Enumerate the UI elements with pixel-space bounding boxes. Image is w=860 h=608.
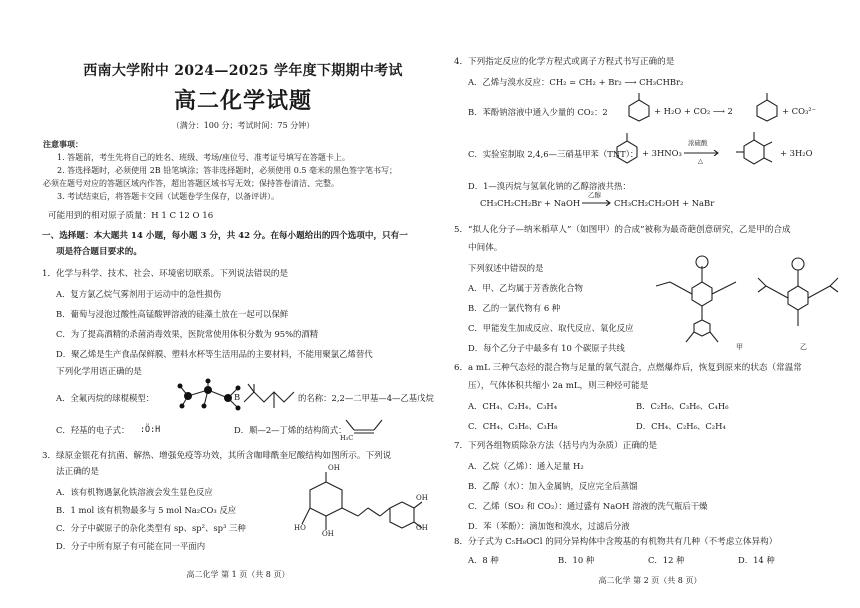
exam-title: 西南大学附中 2024—2025 学年度下期期中考试 <box>83 63 403 79</box>
q4-option-b-lead: B．苯酚钠溶液中通入少量的 CO₂：2 <box>468 107 608 117</box>
q8-option-c: C．12 种 <box>648 555 685 565</box>
q1-option-a: A．复方氯乙烷气雾剂用于运动中的急性损伤 <box>56 289 222 299</box>
figure-jia-label: 甲 <box>736 343 743 351</box>
q2-option-b-name: 的名称：2,2—二甲基—4—乙基戊烷 <box>298 393 434 403</box>
q2-option-a: A．全氟丙烷的球棍模型： <box>56 393 155 403</box>
q5-stem-cont: 中间体。 <box>468 243 503 253</box>
q4-option-b-tail: + H₂O + CO₂ ⟶ 2 <box>654 106 733 116</box>
page-two-footer: 高二化学 第 2 页（共 8 页） <box>598 576 702 585</box>
note-line: 必须在题号对应的答题区域内作答，超出答题区域书写无效；保持答卷清洁、完整。 <box>43 179 339 188</box>
caffeoylquinic-acid-structure <box>284 468 434 550</box>
q4-option-d-eq-left: CH₃CH₂CH₂Br + NaOH <box>480 198 581 208</box>
nanoputian-figures <box>646 252 846 344</box>
skeletal-formula-b <box>242 382 298 410</box>
q7-option-d: D．苯（苯酚）：滴加饱和溴水，过滤后分液 <box>468 521 630 531</box>
q4-option-b-end: + CO₃²⁻ <box>782 106 817 116</box>
q8-option-a: A．8 种 <box>468 555 499 565</box>
q4-option-c-tail: + 3H₂O <box>780 148 813 158</box>
q2-option-c: C．羟基的电子式： <box>56 425 130 435</box>
q7-stem: 7．下列各组物质除杂方法（括号内为杂质）正确的是 <box>454 441 658 451</box>
q2-option-b-label: B <box>234 392 241 402</box>
q4-option-c-lead: C．实验室制取 2,4,6—三硝基甲苯（TNT）： <box>468 149 639 159</box>
q6-option-c: C．CH₄、C₂H₆、C₃H₈ <box>468 421 558 431</box>
q8-option-b: B．10 种 <box>558 555 595 565</box>
q1-stem: 1．化学与科学、技术、社会、环境密切联系。下列说法错误的是 <box>42 269 289 279</box>
q7-option-c: C．乙烯（SO₂ 和 CO₂）：通过盛有 NaOH 溶液的洗气瓶后干燥 <box>468 501 708 511</box>
ch3-label: H₃C <box>340 434 354 442</box>
oh-label: OH <box>416 494 428 502</box>
q3-option-a: A．该有机物遇氯化铁溶液会发生显色反应 <box>56 487 213 497</box>
reaction-condition: 浓硫酸 <box>688 139 708 147</box>
q3-option-b: B．1 mol 该有机物最多与 5 mol Na₂CO₃ 反应 <box>56 505 237 515</box>
q6-option-d: D．CH₄、C₂H₆、C₂H₄ <box>636 421 726 431</box>
figure-yi-label: 乙 <box>800 343 807 351</box>
q7-option-b: B．乙醇（水）：加入金属钠，反应完全后蒸馏 <box>468 481 638 491</box>
q5-option-d: D．每个乙分子中最多有 10 个碳原子共线 <box>468 343 625 353</box>
q5-ask: 下列叙述中错误的是 <box>468 263 544 273</box>
hydroxyl-electron-formula: :Ö:H <box>140 424 161 434</box>
reaction-heat: △ <box>698 157 703 165</box>
toluene-ring <box>614 132 640 164</box>
q4-option-d-condition: 乙醇 <box>588 191 601 199</box>
section-one-heading-cont: 项是符合题目要求的。 <box>56 247 142 257</box>
q6-stem: 6．a mL 三种气态烃的混合物与足量的氧气混合，点燃爆炸后，恢复到原来的状态（常温常 <box>454 363 802 373</box>
section-one-heading: 一、选择题：本大题共 14 小题，每小题 3 分，共 42 分。在每小题给出的四个选项中，只有一 <box>42 231 408 241</box>
q5-option-b: B．乙的一氯代物有 6 种 <box>468 303 561 313</box>
oh-label: OH <box>328 464 340 472</box>
q8-stem: 8．分子式为 C₅H₈OCl 的同分异构体中含羧基的有机物共有几种（不考虑立体异构） <box>454 537 778 547</box>
q2-option-d: D．顺—2—丁烯的结构简式： <box>234 425 347 435</box>
note-line: 3. 考试结束后，将答题卡交回（试题卷学生保存，以备评讲）。 <box>57 192 280 201</box>
phenol-ring <box>754 92 780 122</box>
q1-option-d: D．聚乙烯是生产食品保鲜膜、塑料水杯等生活用品的主要材料，不能用聚氯乙烯替代 <box>56 349 373 359</box>
atomic-masses: 可能用到的相对原子质量：H 1 C 12 O 16 <box>48 211 214 221</box>
q6-option-b: B．C₂H₆、C₃H₆、C₄H₆ <box>636 401 729 411</box>
page-one-footer: 高二化学 第 1 页（共 8 页） <box>186 570 290 579</box>
note-line: 2. 答选择题时，必须使用 2B 铅笔填涂；答非选择题时，必须使用 0.5 毫米的黑色签字笔书写； <box>57 166 398 175</box>
q6-option-a: A．CH₄、C₂H₄、C₃H₄ <box>468 401 558 411</box>
q8-option-d: D．14 种 <box>738 555 775 565</box>
exam-subtitle: 高二化学试题 <box>173 88 312 114</box>
note-line: 1. 答题前，考生先将自己的姓名、班级、考场/座位号、准考证号填写在答题卡上。 <box>57 153 350 162</box>
q2-stem: 下列化学用语正确的是 <box>56 367 142 377</box>
q4-option-d-eq-right: CH₃CH₂CH₂OH + NaBr <box>614 198 715 208</box>
q4-option-d: D．1—溴丙烷与氢氧化钠的乙醇溶液共热： <box>468 181 631 191</box>
q3-option-c: C．分子中碳原子的杂化类型有 sp、sp²、sp³ 三种 <box>56 523 246 533</box>
exam-meta: （满分：100 分；考试时间：75 分钟） <box>171 121 315 130</box>
q1-option-b: B．葡萄与浸泡过酸性高锰酸钾溶液的硅藻土放在一起可以保鲜 <box>56 309 289 319</box>
q7-option-a: A．乙烷（乙烯）：通入足量 H₂ <box>468 461 584 471</box>
phenoxide-ring <box>626 92 652 122</box>
q1-option-c: C．为了提高酒精的杀菌消毒效果，医院常使用体积分数为 95%的酒精 <box>56 329 319 339</box>
notes-block <box>43 138 438 203</box>
oh-label: OH <box>322 530 334 538</box>
tnt-structure <box>732 130 776 170</box>
ho-label: HO <box>294 524 306 532</box>
q5-option-a: A．甲、乙均属于芳香族化合物 <box>468 283 583 293</box>
q4-option-a: A．乙烯与溴水反应：CH₂ = CH₂ + Br₂ ⟶ CH₃CHBr₂ <box>468 77 684 87</box>
q3-stem: 3．绿原金银花有抗菌、解热、增强免疫等功效，其所含咖啡酰奎尼酸结构如图所示。下列说 <box>42 451 392 461</box>
q5-stem: 5．“拟人化分子—纳米稻草人”（如图甲）的合成”被称为最奇葩创意研究，乙是甲的合成 <box>454 225 791 235</box>
q3-option-d: D．分子中所有原子有可能在同一平面内 <box>56 541 206 551</box>
page-one <box>38 20 438 580</box>
notes-heading: 注意事项： <box>43 139 83 149</box>
oh-label: OH <box>416 524 428 532</box>
q4-stem: 4．下列指定反应的化学方程式或离子方程式书写正确的是 <box>454 57 675 67</box>
q5-option-c: C．甲能发生加成反应、取代反应、氧化反应 <box>468 323 634 333</box>
page-two <box>450 20 850 585</box>
reaction-arrow <box>582 200 612 206</box>
q6-stem-cont: 压），气体体积共缩小 2a mL，则三种烃可能是 <box>468 381 649 391</box>
q4-option-c-mid: + 3HNO₃ <box>642 148 682 158</box>
reaction-arrow <box>684 150 720 156</box>
q3-stem-cont: 法正确的是 <box>56 467 99 477</box>
